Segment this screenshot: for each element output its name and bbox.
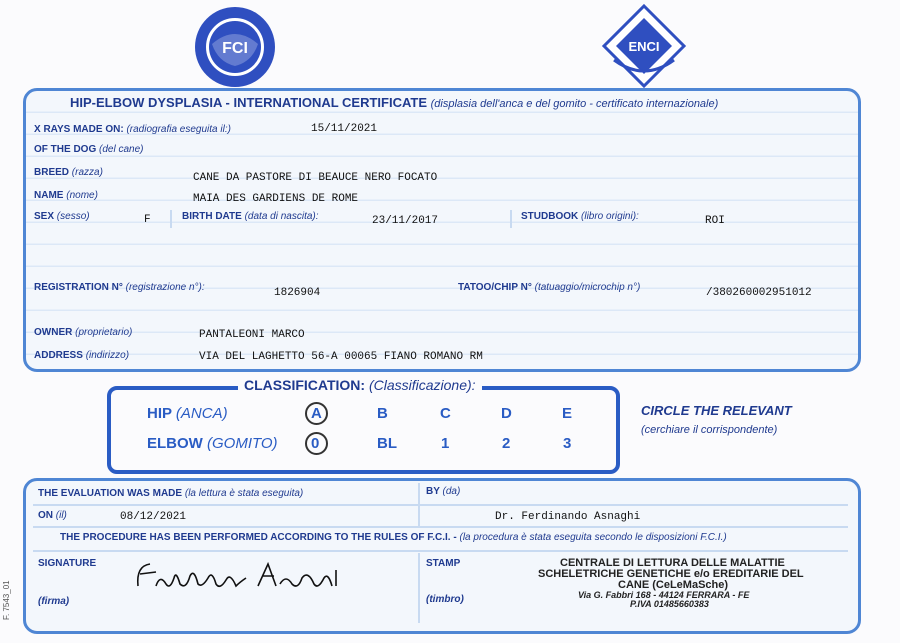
stamp-label-it: (timbro) — [426, 594, 464, 605]
sex-value: F — [144, 214, 151, 226]
elbow-label: ELBOW (GOMITO) — [147, 435, 278, 452]
registration-value: 1826904 — [274, 287, 321, 299]
address-label: ADDRESS (indirizzo) — [34, 350, 130, 361]
hip-grade-c: C — [440, 405, 451, 422]
signature-label-it: (firma) — [38, 596, 70, 607]
name-label: NAME (nome) — [34, 190, 98, 201]
hip-label: HIP (ANCA) — [147, 405, 228, 422]
circle-instruction-it: (cerchiare il corrispondente) — [641, 424, 778, 436]
elbow-selected-circle — [305, 432, 328, 455]
owner-value: PANTALEONI MARCO — [199, 329, 305, 341]
elbow-grade-3: 3 — [563, 435, 572, 452]
stamp-label: STAMP — [426, 558, 461, 569]
svg-text:FCI: FCI — [222, 40, 248, 57]
studbook-value: ROI — [705, 215, 725, 227]
xrays-value: 15/11/2021 — [311, 123, 378, 135]
enci-logo — [596, 0, 692, 92]
breed-label: BREED (razza) — [34, 167, 103, 178]
signature-label: SIGNATURE — [38, 558, 97, 569]
hip-grade-d: D — [501, 405, 512, 422]
stamp-line-5: P.IVA 01485660383 — [630, 599, 709, 609]
registration-label: REGISTRATION N° (registrazione n°): — [34, 282, 205, 293]
stamp-line-4: Via G. Fabbri 168 - 44124 FERRARA - FE — [578, 590, 750, 600]
handwritten-signature — [130, 556, 360, 596]
fci-logo — [192, 4, 278, 90]
xrays-label: X RAYS MADE ON: (radiografia eseguita il:) — [34, 124, 231, 135]
hip-grade-a: A — [311, 405, 322, 422]
classification-title: CLASSIFICATION: (Classificazione): — [238, 377, 482, 393]
hip-grade-b: B — [377, 405, 388, 422]
studbook-label: STUDBOOK (libro origini): — [521, 211, 639, 222]
sex-label: SEX (sesso) — [34, 211, 90, 222]
certificate-subtitle: (displasia dell'anca e del gomito - certificato internazionale) — [430, 98, 719, 110]
on-label: ON (il) — [38, 510, 67, 521]
form-code: F. 7543_01 — [2, 580, 11, 620]
evaluator-value: Dr. Ferdinando Asnaghi — [495, 511, 641, 523]
evaluation-made-label: THE EVALUATION WAS MADE (la lettura è stata eseguita) — [38, 488, 304, 499]
elbow-grade-2: 2 — [502, 435, 511, 452]
by-label: BY (da) — [426, 486, 461, 497]
stamp-line-1: CENTRALE DI LETTURA DELLE MALATTIE — [560, 557, 785, 569]
circle-instruction: CIRCLE THE RELEVANT — [641, 403, 792, 418]
evaluation-date-value: 08/12/2021 — [120, 511, 187, 523]
address-value: VIA DEL LAGHETTO 56-A 00065 FIANO ROMANO RM — [199, 351, 483, 363]
procedure-statement: THE PROCEDURE HAS BEEN PERFORMED ACCORDING TO THE RULES OF F.C.I. - (la procedura è stata eseguita secondo le disposizioni F.C.I.) — [60, 532, 727, 543]
chip-value: /380260002951012 — [706, 287, 812, 299]
birth-date-label: BIRTH DATE (data di nascita): — [182, 211, 319, 222]
dog-label: OF THE DOG (del cane) — [34, 144, 144, 155]
name-value: MAIA DES GARDIENS DE ROME — [193, 193, 359, 205]
breed-value: CANE DA PASTORE DI BEAUCE NERO FOCATO — [193, 172, 438, 184]
stamp-line-2: SCHELETRICHE GENETICHE e/o EREDITARIE DEL — [538, 568, 804, 580]
elbow-grade-bl: BL — [377, 435, 397, 452]
chip-label: TATOO/CHIP N° (tatuaggio/microchip n°) — [458, 282, 641, 293]
hip-selected-circle — [305, 402, 328, 425]
classification-box — [107, 386, 620, 474]
elbow-grade-0: 0 — [311, 435, 320, 452]
elbow-grade-1: 1 — [441, 435, 450, 452]
hip-grade-e: E — [562, 405, 573, 422]
certificate-title: HIP-ELBOW DYSPLASIA - INTERNATIONAL CERTIFICATE (displasia dell'anca e del gomito - certificato internazionale) — [70, 95, 719, 110]
birth-date-value: 23/11/2017 — [372, 215, 439, 227]
svg-text:ENCI: ENCI — [628, 39, 660, 54]
owner-label: OWNER (proprietario) — [34, 327, 133, 338]
stamp-line-3: CANE (CeLeMaSche) — [618, 579, 729, 591]
